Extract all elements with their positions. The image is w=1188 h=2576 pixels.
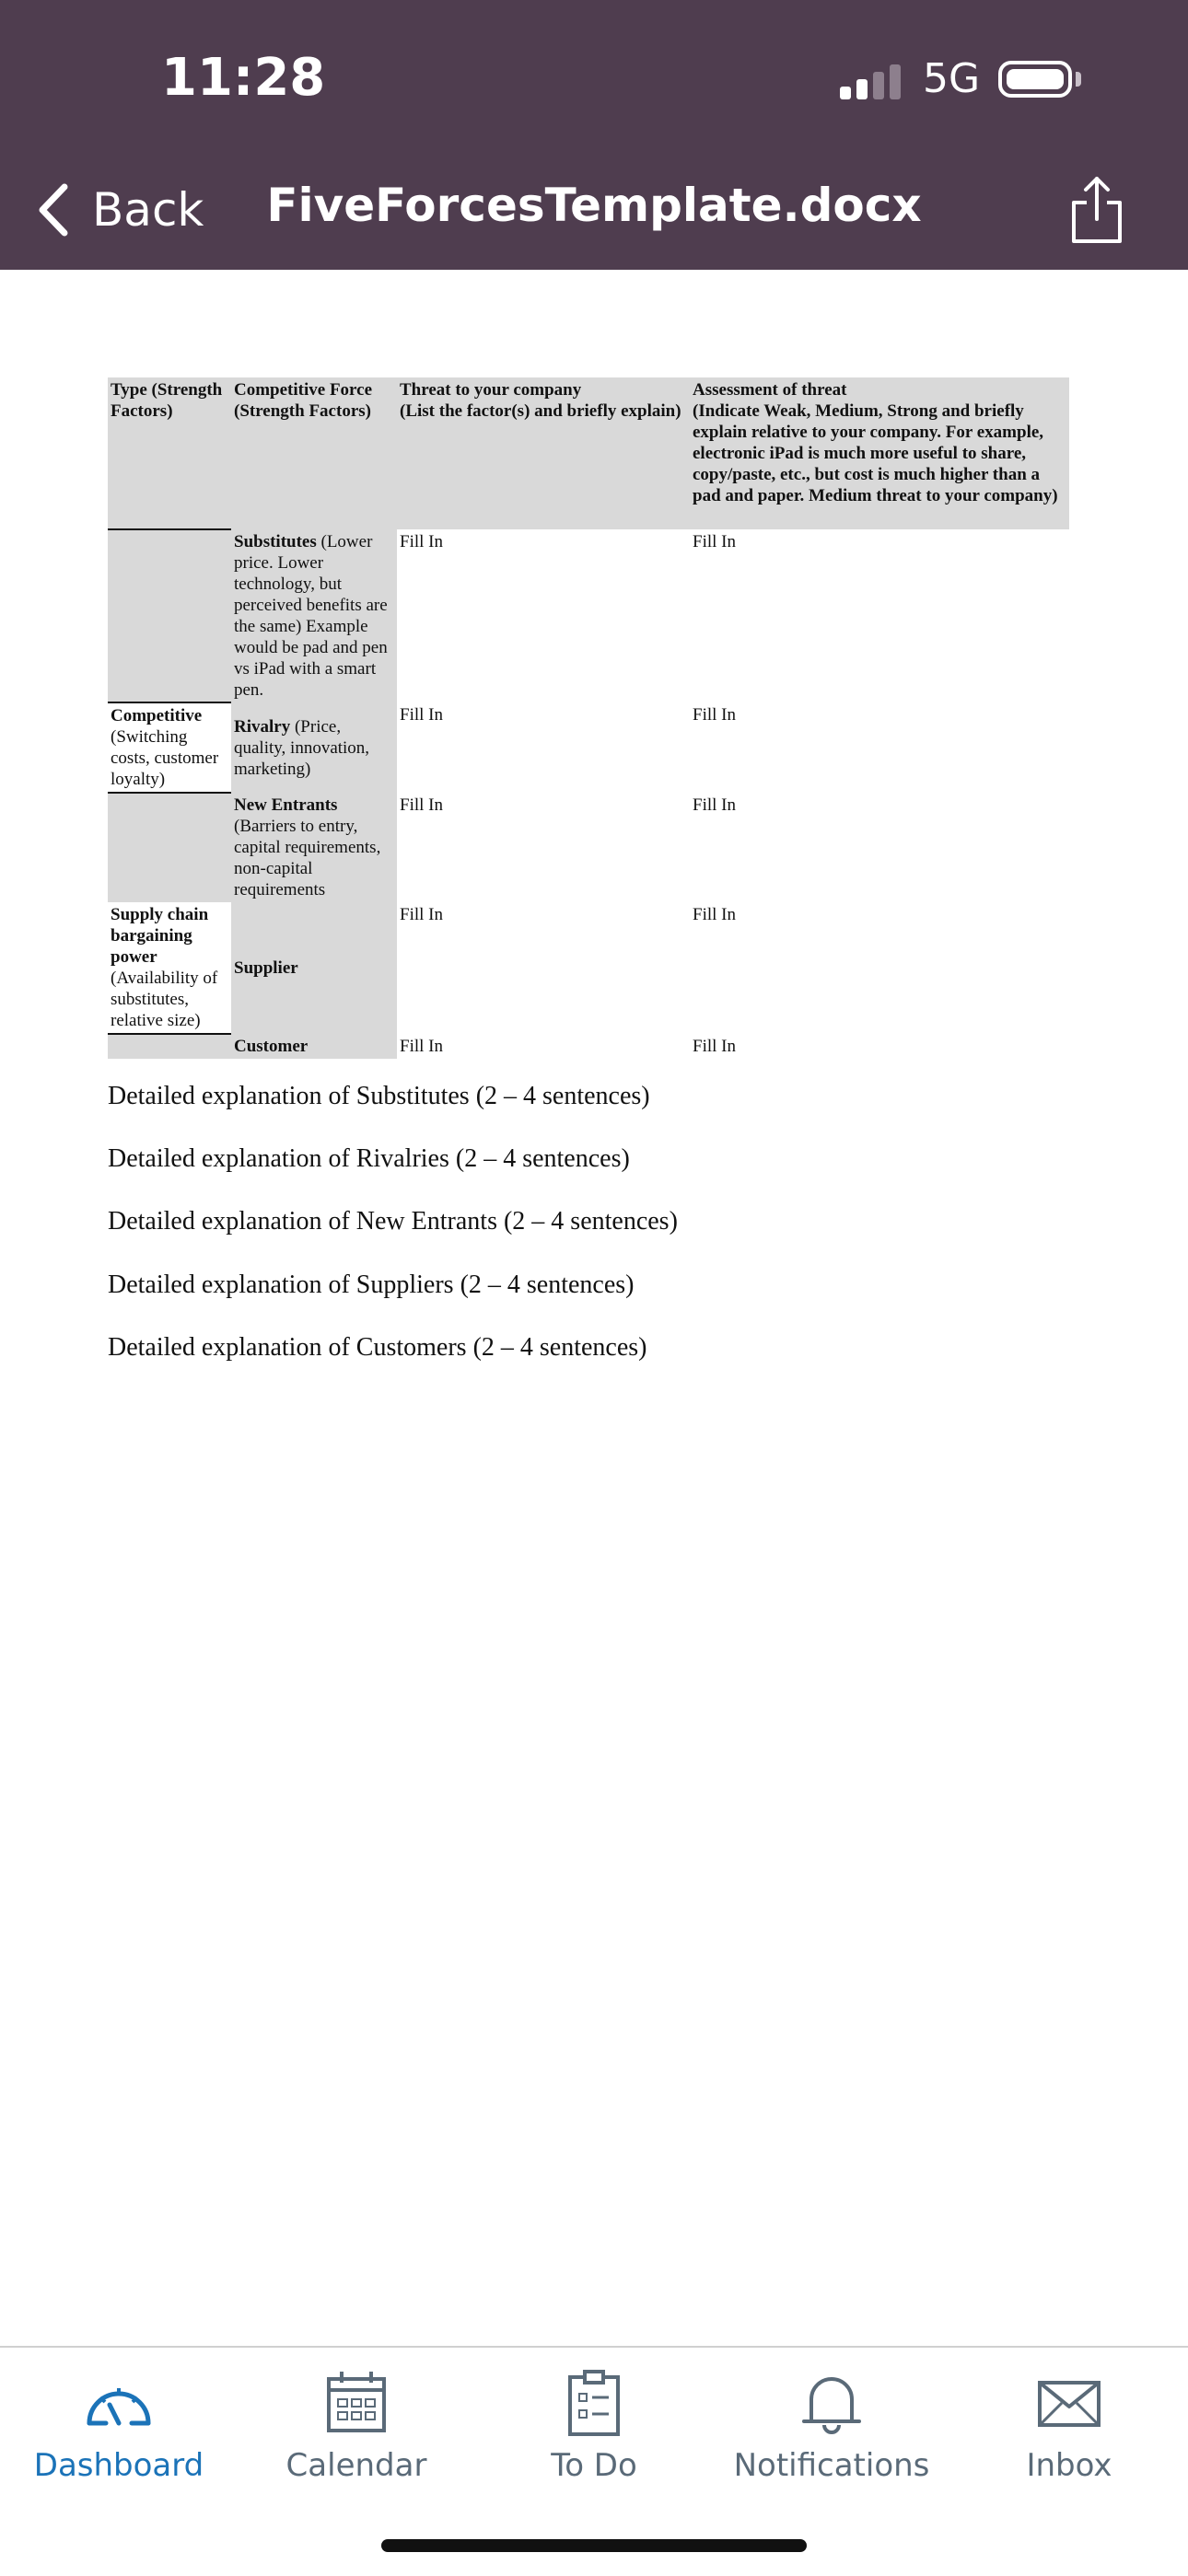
app-header — [0, 0, 1188, 270]
substitutes-threat-cell[interactable]: Fill In — [400, 532, 443, 551]
tab-inbox-label: Inbox — [1026, 2447, 1112, 2484]
force-entrants-name: New Entrants — [234, 795, 338, 815]
type-supply-detail: (Availability of substitutes, relative size) — [111, 969, 218, 1030]
supplier-threat-cell[interactable]: Fill In — [400, 905, 443, 924]
header-force: Competitive Force (Strength Factors) — [231, 377, 397, 529]
rivalry-threat-cell[interactable]: Fill In — [400, 705, 443, 725]
force-customer: Customer — [231, 1034, 397, 1059]
table-row — [108, 529, 1069, 702]
cellular-signal-icon — [840, 64, 904, 99]
battery-icon — [998, 61, 1072, 98]
tab-calendar[interactable] — [238, 2366, 475, 2484]
entrants-threat-cell[interactable]: Fill In — [400, 795, 443, 815]
table-row — [108, 1034, 1069, 1059]
home-indicator[interactable] — [381, 2539, 807, 2552]
network-type: 5G — [923, 55, 981, 102]
type-competitive-detail: (Switching costs, customer loyalty) — [111, 727, 219, 789]
explanation-new-entrants: Detailed explanation of New Entrants (2 – 4 sentences) — [108, 1207, 678, 1236]
substitutes-assessment-cell[interactable]: Fill In — [693, 532, 736, 551]
tab-dashboard-label: Dashboard — [33, 2447, 204, 2484]
type-cell-empty — [108, 1034, 231, 1059]
force-substitutes-name: Substitutes — [234, 532, 317, 551]
todo-icon — [557, 2366, 631, 2440]
tab-todo-label: To Do — [551, 2447, 637, 2484]
customer-assessment-cell[interactable]: Fill In — [693, 1037, 736, 1056]
explanation-rivalries: Detailed explanation of Rivalries (2 – 4 sentences) — [108, 1144, 630, 1173]
header-assessment-subtitle: (Indicate Weak, Medium, Strong and briefly explain relative to your company. For example, electronic iPad is much more useful to share, copy/paste, etc., but cost is much higher than a pad and paper. Medium threat to your company) — [693, 401, 1058, 505]
force-rivalry-detail: (Price, quality, innovation, marketing) — [234, 716, 370, 779]
back-label: Back — [92, 183, 204, 237]
force-entrants-detail: (Barriers to entry, capital requirements, non-capital requirements — [234, 817, 381, 899]
force-substitutes-detail: (Lower price. Lower technology, but perceived benefits are the same) Example would be pad and pen vs iPad with a smart pen. — [234, 532, 388, 700]
type-cell-empty — [108, 529, 231, 702]
tab-calendar-label: Calendar — [285, 2447, 427, 2484]
share-icon — [1068, 175, 1125, 247]
table-header-row — [108, 377, 1069, 529]
type-competitive-name: Competitive — [111, 706, 203, 725]
explanation-suppliers: Detailed explanation of Suppliers (2 – 4 sentences) — [108, 1271, 635, 1299]
status-time: 11:28 — [161, 48, 326, 108]
table-row — [108, 702, 1069, 793]
tab-notifications-label: Notifications — [733, 2447, 930, 2484]
inbox-icon — [1032, 2366, 1106, 2440]
header-type: Type (Strength Factors) — [108, 377, 231, 529]
entrants-assessment-cell[interactable]: Fill In — [693, 795, 736, 815]
table-row — [108, 793, 1069, 902]
table-row — [108, 902, 1069, 1034]
tab-notifications[interactable] — [713, 2366, 950, 2484]
calendar-icon — [320, 2366, 393, 2440]
battery-tip — [1076, 72, 1081, 87]
force-new-entrants — [231, 793, 397, 902]
explanation-customers: Detailed explanation of Customers (2 – 4 sentences) — [108, 1333, 647, 1362]
five-forces-table — [108, 377, 1069, 1059]
document-title: FiveForcesTemplate.docx — [266, 179, 922, 232]
force-rivalry — [231, 702, 397, 793]
type-cell-empty — [108, 793, 231, 902]
supplier-assessment-cell[interactable]: Fill In — [693, 905, 736, 924]
tab-dashboard[interactable] — [0, 2366, 238, 2484]
force-substitutes — [231, 529, 397, 702]
tab-todo[interactable] — [475, 2366, 713, 2484]
explanation-substitutes: Detailed explanation of Substitutes (2 – 4 sentences) — [108, 1082, 650, 1110]
header-threat-subtitle: (List the factor(s) and briefly explain) — [400, 401, 681, 421]
type-competitive — [108, 702, 231, 793]
force-rivalry-name: Rivalry — [234, 716, 291, 737]
bell-icon — [795, 2366, 868, 2440]
header-threat-title: Threat to your company — [400, 380, 582, 400]
rivalry-assessment-cell[interactable]: Fill In — [693, 705, 736, 725]
type-supply-chain — [108, 902, 231, 1034]
type-supply-name: Supply chain bargaining power — [111, 905, 209, 967]
header-assessment — [690, 377, 1069, 529]
share-button[interactable] — [1068, 175, 1125, 247]
header-assessment-title: Assessment of threat — [693, 380, 847, 400]
force-supplier: Supplier — [231, 902, 397, 1034]
header-threat — [397, 377, 690, 529]
customer-threat-cell[interactable]: Fill In — [400, 1037, 443, 1056]
tab-inbox[interactable] — [950, 2366, 1188, 2484]
document-view[interactable] — [0, 270, 1188, 2346]
dashboard-icon — [82, 2366, 156, 2440]
